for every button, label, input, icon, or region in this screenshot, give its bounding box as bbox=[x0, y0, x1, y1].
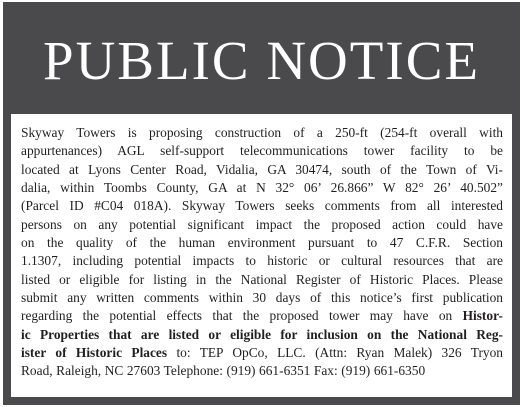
notice-line bbox=[21, 142, 503, 160]
notice-segment: Skyway Towers is proposing construction of a 250-ft (254-ft overall with bbox=[21, 125, 503, 140]
notice-segment: located at Lyons Center Road, Vidalia, GA 30474, south of the Town of Vi- bbox=[21, 161, 503, 177]
notice-bold-segment: ister of Historic Places bbox=[21, 345, 168, 361]
notice-line bbox=[21, 124, 503, 142]
notice-segment: Road, Raleigh, NC 27603 Telephone: (919) 661-6351 Fax: (919) 661-6350 bbox=[21, 363, 426, 379]
notice-segment: persons on any potential significant impact the proposed action could have bbox=[21, 216, 503, 232]
notice-line bbox=[21, 216, 503, 234]
notice-line bbox=[21, 161, 503, 179]
notice-text bbox=[21, 124, 503, 381]
notice-line bbox=[21, 271, 503, 289]
notice-segment: appurtenances) AGL self-support telecommunications tower facility to be bbox=[21, 143, 503, 159]
notice-segment: (Parcel ID #C04 018A). Skyway Towers seeks comments from all interested bbox=[21, 198, 503, 214]
notice-segment: listed or eligible for listing in the National Register of Historic Places. Please bbox=[21, 271, 503, 287]
notice-line bbox=[21, 289, 503, 307]
notice-line bbox=[21, 179, 503, 197]
notice-segment: to: TEP OpCo, LLC. (Attn: Ryan Malek) 326 Tryon bbox=[167, 345, 503, 361]
notice-segment: 1.1307, including potential impacts to historic or cultural resources that are bbox=[21, 253, 503, 269]
public-notice-frame bbox=[3, 2, 520, 405]
notice-bold-segment: Histor- bbox=[462, 308, 503, 324]
notice-line bbox=[21, 362, 503, 380]
notice-segment: on the quality of the human environment pursuant to 47 C.F.R. Section bbox=[21, 235, 503, 251]
notice-line bbox=[21, 326, 503, 344]
notice-header bbox=[3, 2, 520, 112]
notice-line bbox=[21, 252, 503, 270]
notice-line bbox=[21, 307, 503, 325]
notice-line bbox=[21, 197, 503, 215]
notice-body bbox=[11, 114, 512, 397]
notice-segment: dalia, within Toombs County, GA at N 32° 06’ 26.866” W 82° 26’ 40.502” bbox=[21, 180, 503, 196]
notice-line bbox=[21, 344, 503, 362]
notice-title: PUBLIC NOTICE bbox=[43, 29, 480, 91]
notice-segment: submit any written comments within 30 days of this notice’s first publication bbox=[21, 290, 503, 306]
notice-bold-segment: ic Properties that are listed or eligible for inclusion on the National Reg- bbox=[21, 326, 503, 342]
notice-segment: regarding the potential effects that the proposed tower may have on bbox=[21, 308, 463, 324]
notice-line bbox=[21, 234, 503, 252]
